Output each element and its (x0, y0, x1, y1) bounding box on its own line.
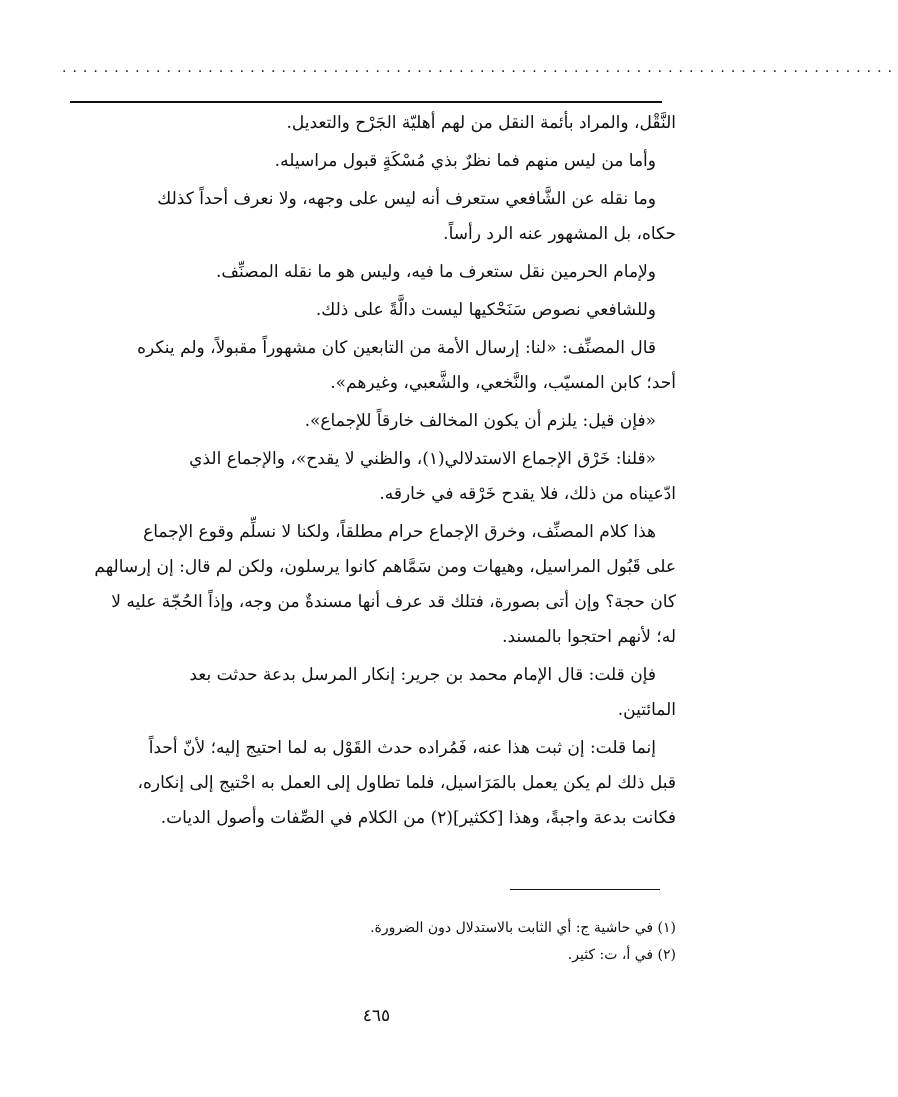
text-line: على قَبُول المراسيل، وهيهات ومن سَمَّاهم كانوا يرسلون، ولكن لم قال: إن إرسالهم (94, 557, 676, 577)
footnote-rule (510, 889, 660, 890)
text-line: النَّقْل، والمراد بأئمة النقل من لهم أهليّة الجَرْح والتعديل. (286, 113, 676, 133)
header-rule (70, 101, 662, 103)
text-line: هذا كلام المصنِّف، وخرق الإجماع حرام مطلقاً، ولكنا لا نسلِّم وقوع الإجماع (143, 522, 656, 542)
text-line: إنما قلت: إن ثبت هذا عنه، فَمُراده حدث القَوْل به لما احتيج إليه؛ لأنّ أحداً (148, 738, 656, 758)
text-line: وللشافعي نصوص سَنَحْكيها ليست دالَّةً على ذلك. (315, 300, 656, 320)
header-dots: ................................................................................ (62, 60, 898, 76)
text-line: وأما من ليس منهم فما نظرٌ بذي مُسْكَةٍ قبول مراسيله. (274, 151, 656, 171)
text-line: قال المصنِّف: «لنا: إرسال الأمة من التابعين كان مشهوراً مقبولاً، ولم ينكره (137, 338, 656, 358)
text-line: وما نقله عن الشَّافعي ستعرف أنه ليس على وجهه، ولا نعرف أحداً كذلك (157, 189, 656, 209)
text-line: كان حجة؟ وإن أتى بصورة، فتلك قد عرف أنها مسندةٌ من وجه، وإذاً الحُجّة عليه لا (111, 592, 676, 612)
text-line: ادّعيناه من ذلك، فلا يقدح خَرْقه في خارقه. (379, 484, 676, 504)
text-line: فإن قلت: قال الإمام محمد بن جرير: إنكار المرسل بدعة حدثت بعد (189, 665, 656, 685)
text-line: أحد؛ كابن المسيّب، والنَّخعي، والشَّعبي، وغيرهم». (330, 373, 676, 393)
footnotes (300, 915, 676, 969)
text-line: المائتين. (617, 700, 676, 720)
footnote: (١) في حاشية ج: أي الثابت بالاستدلال دون الضرورة. (370, 920, 676, 936)
text-line: حكاه، بل المشهور عنه الرد رأساً. (443, 224, 676, 244)
text-line: فكانت بدعة واجبةً، وهذا [ككثير](٢) من الكلام في الصِّفات وأصول الديات. (160, 808, 676, 828)
text-line: «قلنا: خَرْق الإجماع الاستدلالي(١)، والظني لا يقدح»، والإجماع الذي (189, 449, 656, 469)
text-line: له؛ لأنهم احتجوا بالمسند. (502, 627, 676, 647)
text-line: ولإمام الحرمين نقل ستعرف ما فيه، وليس هو ما نقله المصنِّف. (215, 262, 656, 282)
text-line: قبل ذلك لم يكن يعمل بالمَرَاسيل، فلما تطاول إلى العمل به احْتيج إلى إنكاره، (137, 773, 676, 793)
footnote: (٢) في أ، ت: كثير. (567, 947, 676, 963)
page-number: ٤٦٥ (362, 1006, 391, 1026)
text-line: «فإن قيل: يلزم أن يكون المخالف خارقاً للإجماع». (304, 411, 656, 431)
main-text (64, 106, 676, 836)
